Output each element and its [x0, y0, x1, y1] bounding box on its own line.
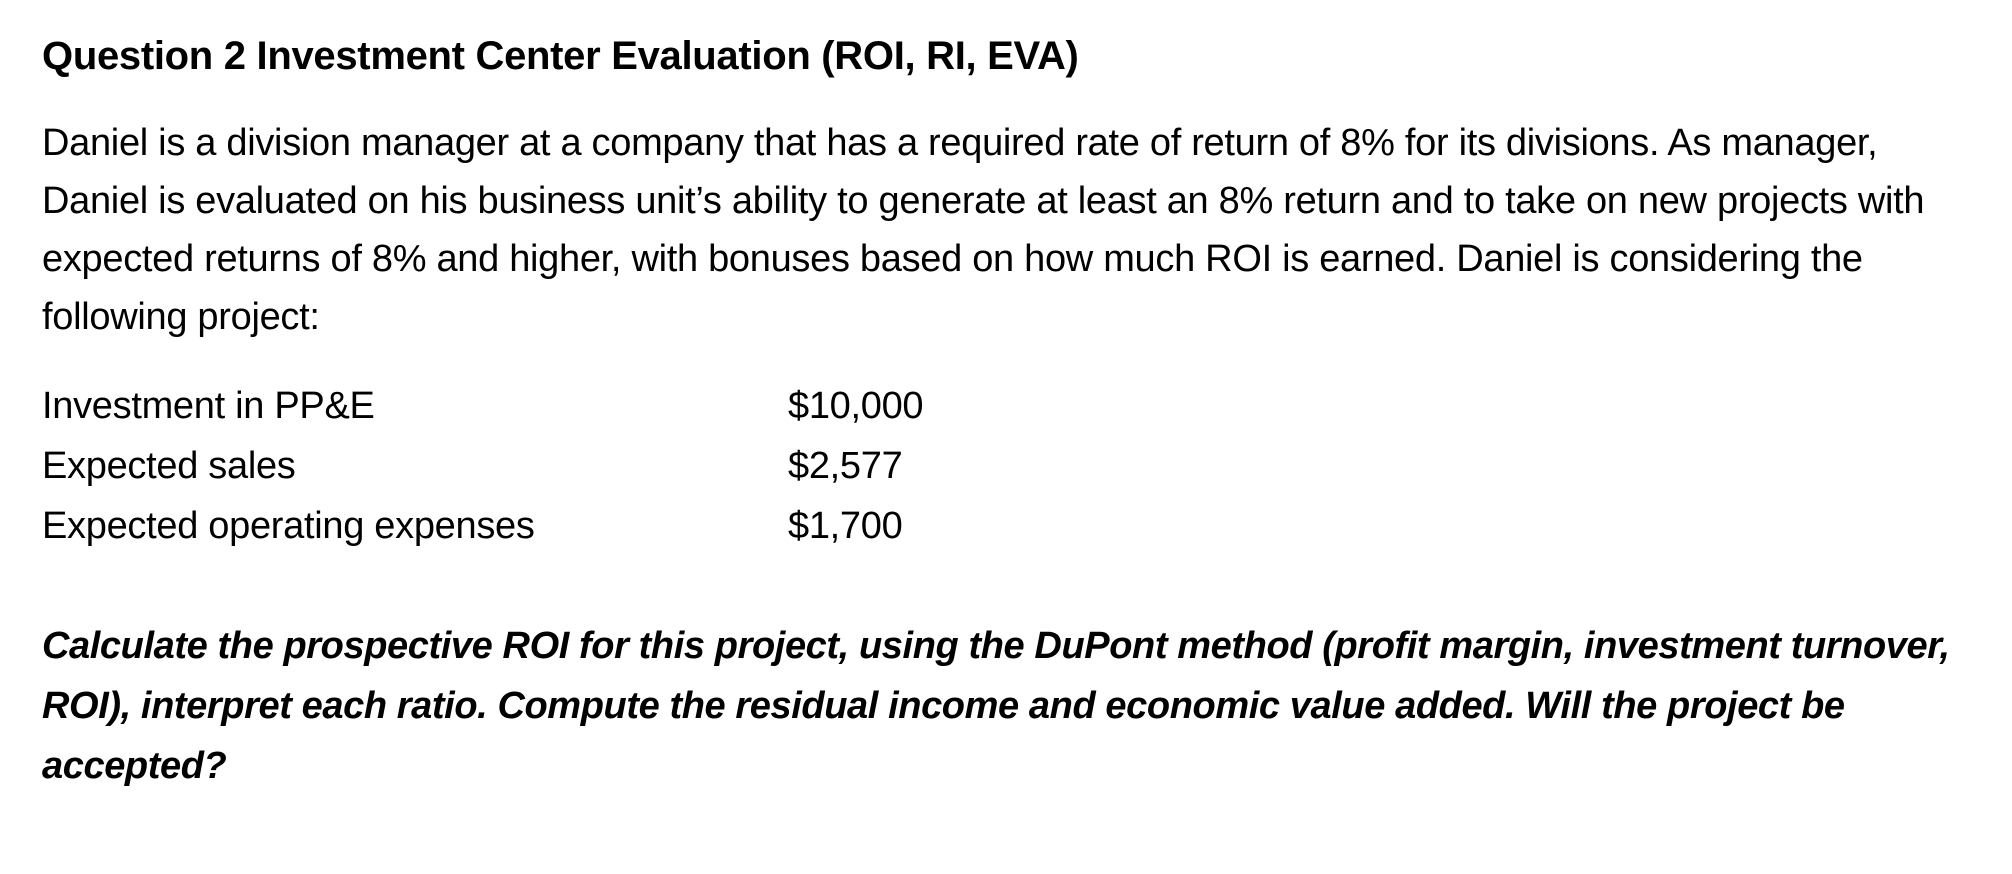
project-detail-row	[42, 376, 1982, 436]
detail-value: $10,000	[788, 385, 924, 427]
project-detail-row	[42, 436, 1982, 496]
document-page	[42, 28, 1982, 796]
question-prompt: Calculate the prospective ROI for this project, using the DuPont method (profit margin, investment turnover, ROI), interpret each ratio. Compute the residual income and economic value added. Will the project be accepted?	[42, 625, 1950, 787]
detail-value: $2,577	[788, 445, 903, 487]
intro-paragraph: Daniel is a division manager at a company that has a required rate of return of 8% for its divisions. As manager, Daniel is evaluated on his business unit’s ability to generate at least an 8% return and to take on new projects with expected returns of 8% and higher, with bonuses based on how much ROI is earned. Daniel is considering the following project:	[42, 122, 1925, 338]
project-details	[42, 376, 1982, 556]
detail-label: Expected operating expenses	[42, 505, 535, 547]
project-detail-row	[42, 496, 1982, 556]
detail-label: Investment in PP&E	[42, 385, 375, 427]
detail-label: Expected sales	[42, 445, 296, 487]
question-title: Question 2 Investment Center Evaluation (ROI, RI, EVA)	[42, 34, 1079, 78]
detail-value: $1,700	[788, 505, 903, 547]
